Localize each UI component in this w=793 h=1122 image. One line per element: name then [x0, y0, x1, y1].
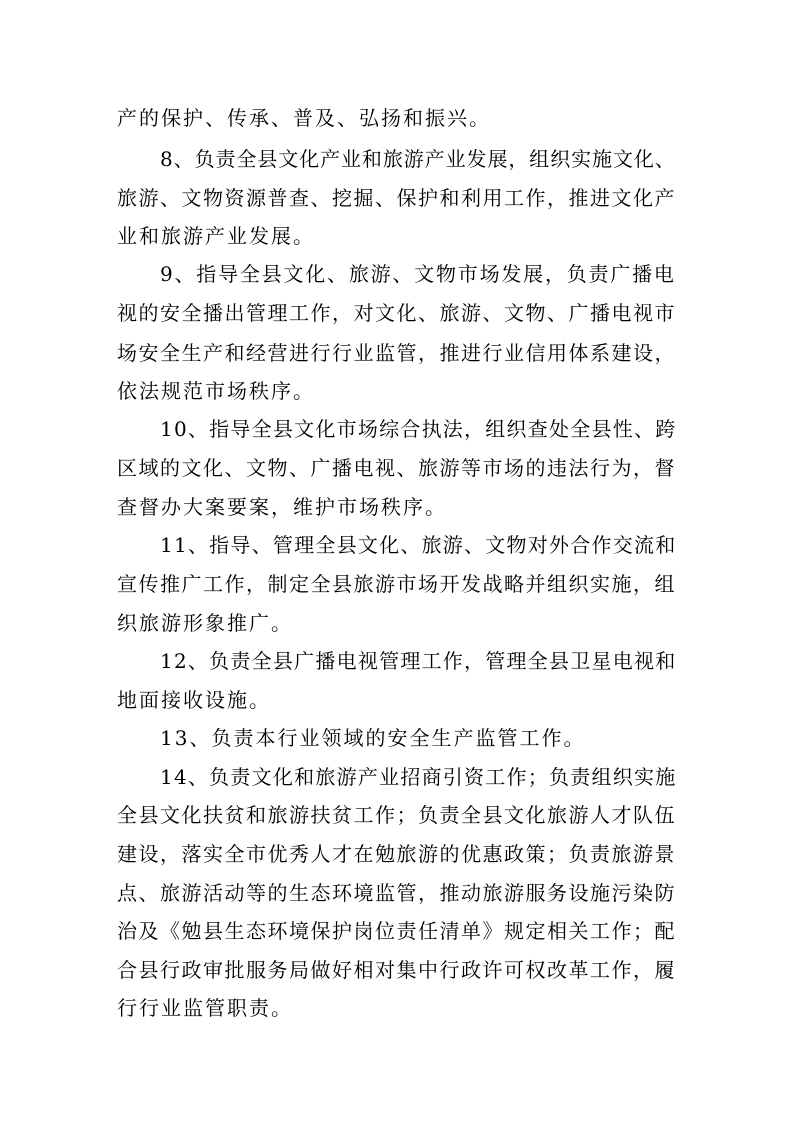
text-line-22: 治及《勉县生态环境保护岗位责任清单》规定相关工作；配 — [117, 919, 676, 943]
text-line-2: 8、负责全县文化产业和旅游产业发展，组织实施文化、 — [160, 147, 676, 171]
text-line-13: 宣传推广工作，制定全县旅游市场开发战略并组织实施，组 — [117, 572, 676, 596]
text-line-7: 场安全生产和经营进行行业监管，推进行业信用体系建设， — [117, 341, 676, 365]
text-line-24: 行行业监管职责。 — [117, 996, 293, 1020]
text-line-20: 建设，落实全市优秀人才在勉旅游的优惠政策；负责旅游景 — [117, 842, 676, 866]
text-line-16: 地面接收设施。 — [117, 688, 271, 712]
text-line-1: 产的保护、传承、普及、弘扬和振兴。 — [117, 106, 491, 130]
text-line-18: 14、负责文化和旅游产业招商引资工作；负责组织实施 — [160, 765, 677, 789]
text-line-12: 11、指导、管理全县文化、旅游、文物对外合作交流和 — [160, 533, 677, 557]
text-line-21: 点、旅游活动等的生态环境监管，推动旅游服务设施污染防 — [117, 881, 676, 905]
text-line-11: 查督办大案要案，维护市场秩序。 — [117, 495, 447, 519]
text-line-23: 合县行政审批服务局做好相对集中行政许可权改革工作，履 — [117, 958, 676, 982]
text-line-8: 依法规范市场秩序。 — [117, 379, 315, 403]
text-line-4: 业和旅游产业发展。 — [117, 224, 315, 248]
text-line-15: 12、负责全县广播电视管理工作，管理全县卫星电视和 — [160, 649, 677, 673]
text-line-9: 10、指导全县文化市场综合执法，组织查处全县性、跨 — [160, 417, 677, 441]
text-line-3: 旅游、文物资源普查、挖掘、保护和利用工作，推进文化产 — [117, 186, 676, 210]
text-line-14: 织旅游形象推广。 — [117, 611, 293, 635]
text-line-6: 视的安全播出管理工作，对文化、旅游、文物、广播电视市 — [117, 301, 676, 325]
text-line-10: 区域的文化、文物、广播电视、旅游等市场的违法行为，督 — [117, 456, 676, 480]
text-line-19: 全县文化扶贫和旅游扶贫工作；负责全县文化旅游人才队伍 — [117, 803, 676, 827]
text-line-5: 9、指导全县文化、旅游、文物市场发展，负责广播电 — [160, 262, 676, 286]
text-line-17: 13、负责本行业领域的安全生产监管工作。 — [160, 726, 586, 750]
